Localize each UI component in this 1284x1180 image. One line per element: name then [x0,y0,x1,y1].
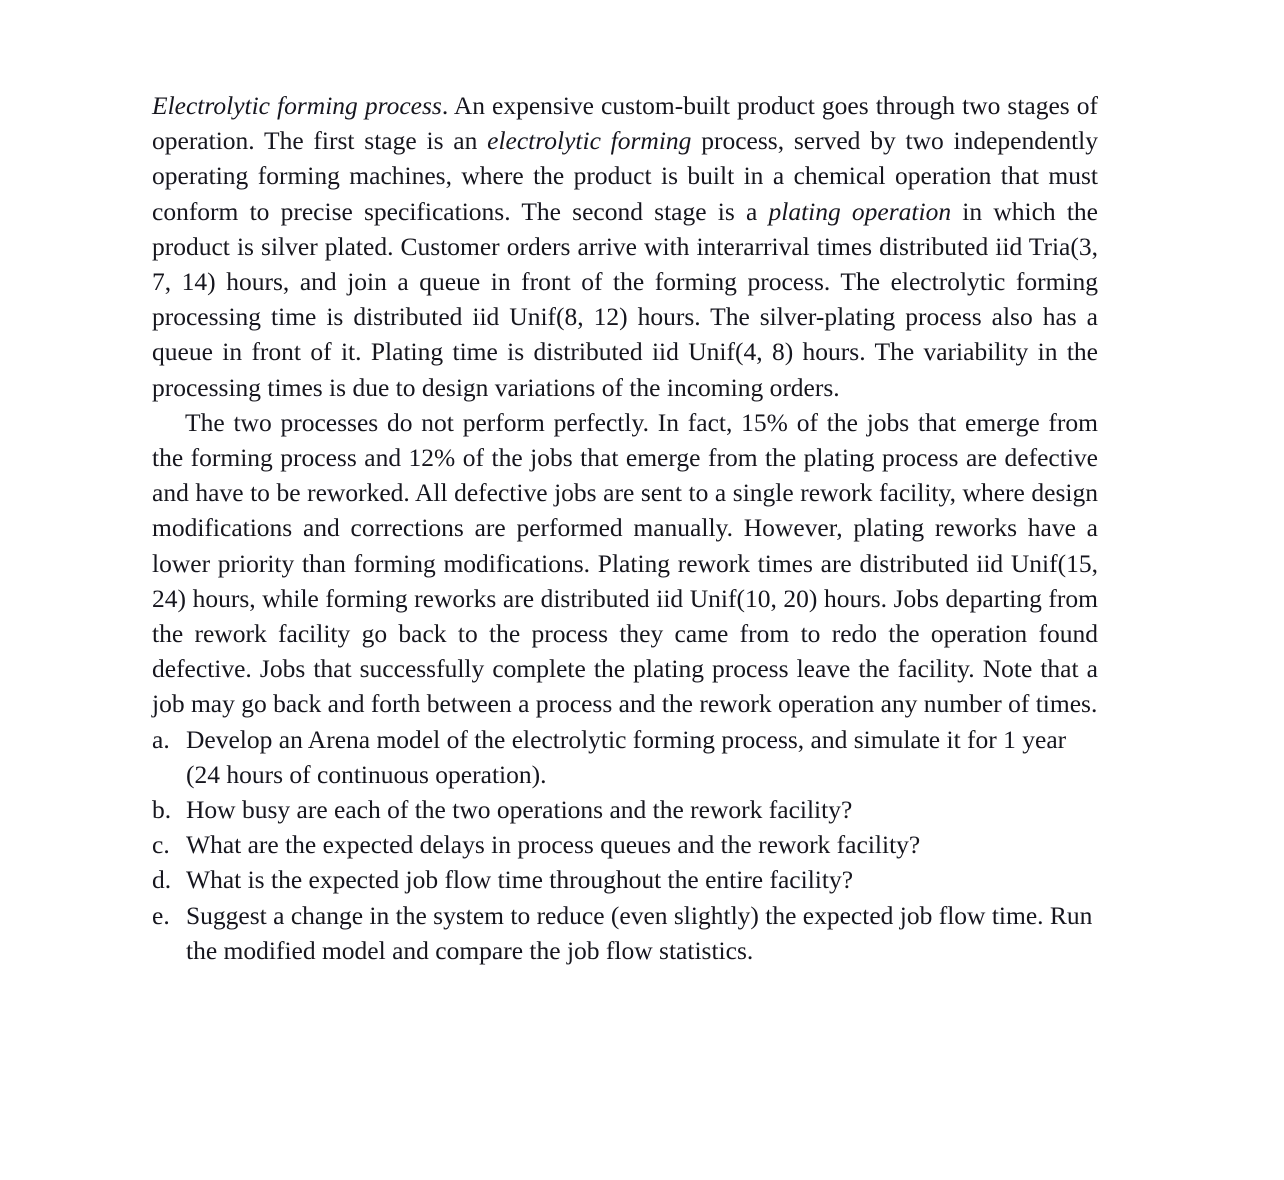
paragraph-1-body-a: . An expensive custom-built product goes through two stages of operation. The first stage is an [152,91,1098,156]
list-marker-c: c. [152,830,170,860]
list-text-b: How busy are each of the two operations and the rework facility? [186,795,853,825]
list-text-c: What are the expected delays in process queues and the rework facility? [186,830,921,860]
paragraph-problem-statement [152,88,1098,405]
problem-title-italic: Electrolytic forming process [152,91,442,120]
list-text-d: What is the expected job flow time throughout the entire facility? [186,865,854,895]
paragraph-2-body: The two processes do not perform perfectly. In fact, 15% of the jobs that emerge from the forming process and 12% of the jobs that emerge from the plating process are defective and have to be reworked. All defective jobs are sent to a single rework facility, where design modifications and corrections are performed manually. However, plating reworks have a lower priority than forming modifications. Plating rework times are distributed iid Unif(15, 24) hours, while forming reworks are distributed iid Unif(10, 20) hours. Jobs departing from the rework facility go back to the process they came from to redo the operation found defective. Jobs that successfully complete the plating process leave the facility. Note that a job may go back and forth between a process and the rework operation any number of times. [152,407,1098,719]
list-marker-e: e. [152,900,170,930]
paragraph-rework-description [152,405,1098,722]
paragraph-1-body-c: in which the product is silver plated. Customer orders arrive with interarrival times distributed iid Tria(3, 7, 14) hours, and join a queue in front of the forming process. The electrolytic forming processing time is distributed iid Unif(8, 12) hours. The silver-plating process also has a queue in front of it. Plating time is distributed iid Unif(4, 8) hours. The variability in the processing times is due to design variations of the incoming orders. [152,196,1099,402]
list-item [152,792,1098,827]
electrolytic-forming-italic: electrolytic forming [487,126,692,156]
paragraph-1-body-b: process, served by two independently operating forming machines, where the product is built in a chemical operation that must conform to precise specifications. The second stage is a [152,126,1098,226]
list-item [152,827,1098,862]
list-text-a: Develop an Arena model of the electrolytic forming process, and simulate it for 1 year (24 hours of continuous operation). [186,724,1067,789]
text-column [152,88,1098,968]
list-marker-d: d. [152,865,172,895]
list-item [152,722,1098,792]
list-text-e: Suggest a change in the system to reduce (even slightly) the expected job flow time. Run the modified model and compare the job flow statistics. [186,900,1093,965]
question-list [152,722,1098,968]
list-marker-a: a. [152,724,170,754]
plating-operation-italic: plating operation [768,196,952,226]
list-marker-b: b. [152,795,172,825]
list-item [152,898,1098,968]
list-item [152,862,1098,897]
